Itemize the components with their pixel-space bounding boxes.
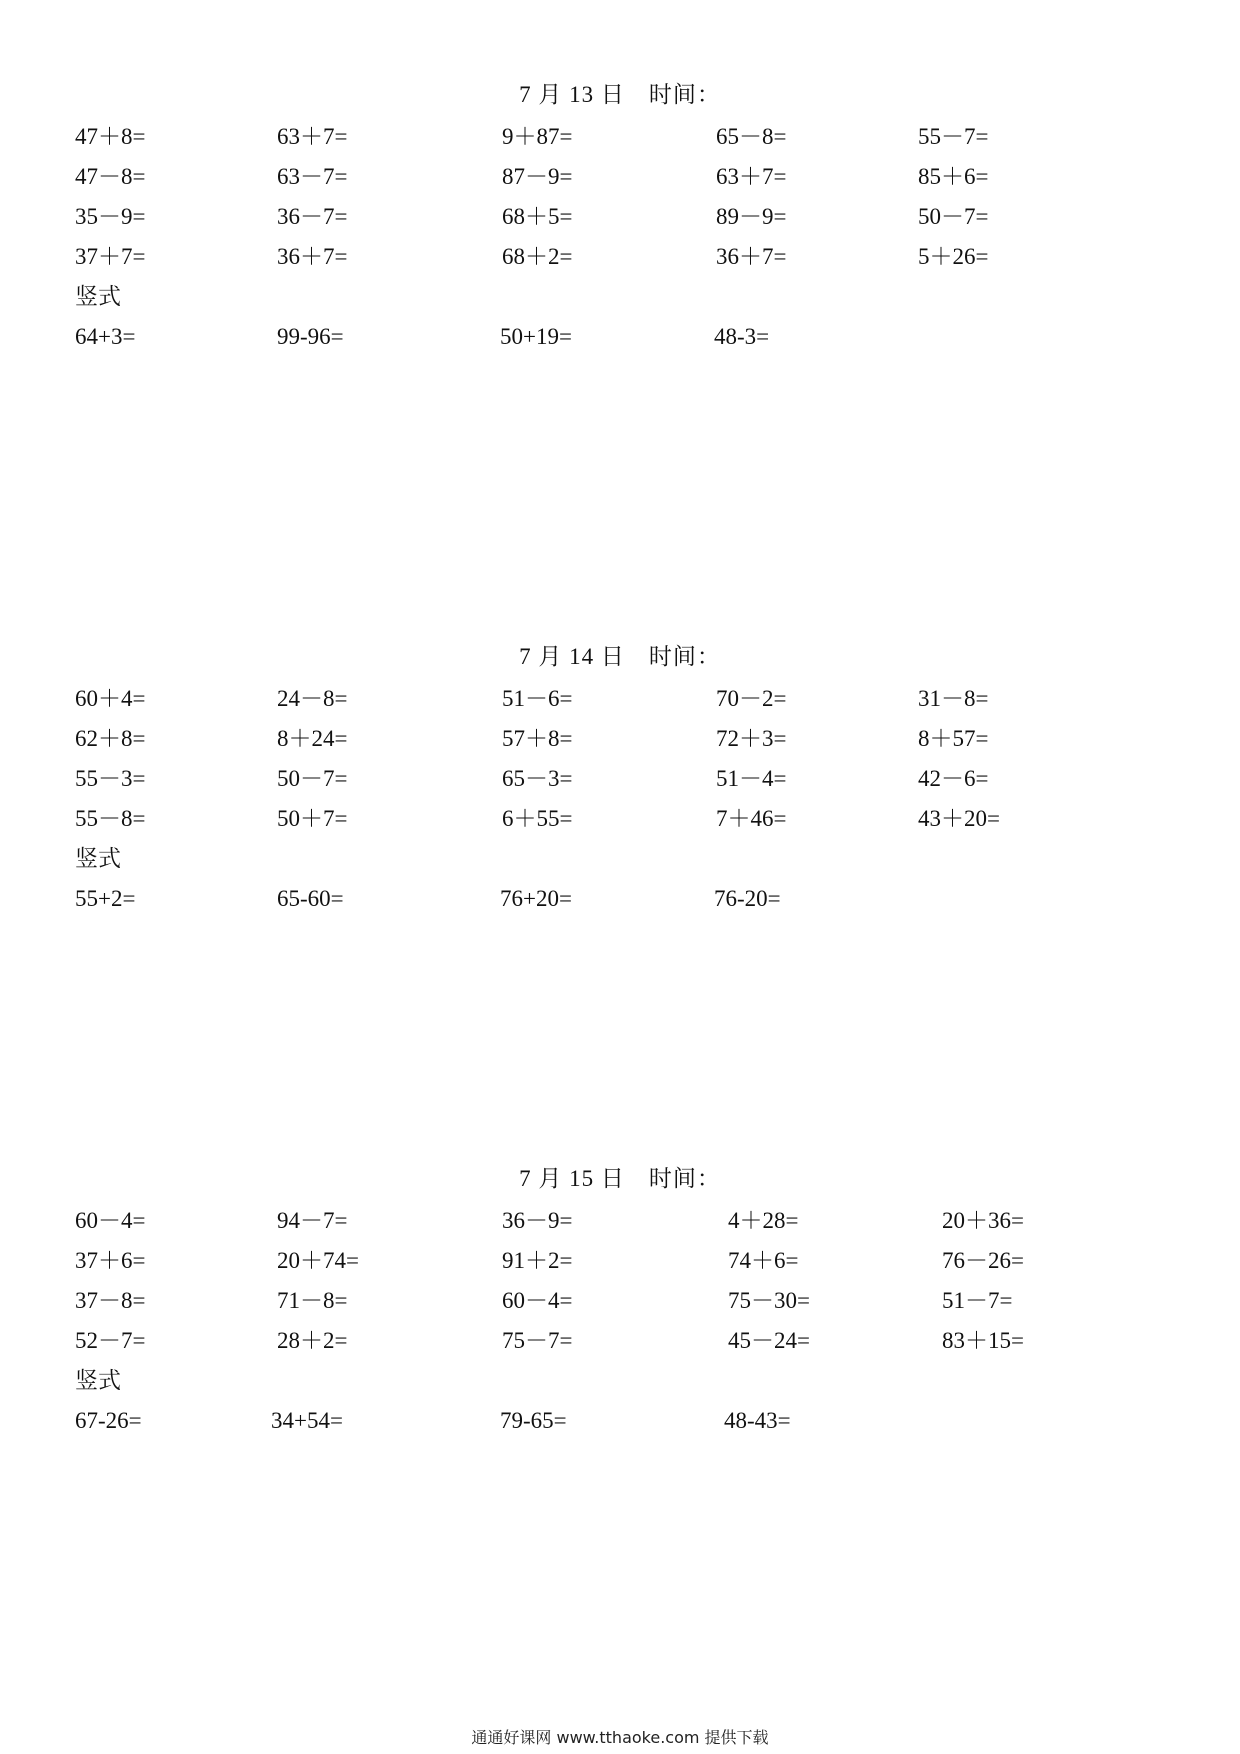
problem: 37＋7= <box>75 244 146 269</box>
problem: 9＋87= <box>502 124 573 149</box>
problem: 37＋6= <box>75 1248 146 1273</box>
problem: 60－4= <box>75 1208 146 1233</box>
problem: 87－9= <box>502 164 573 189</box>
vertical-problem: 34+54= <box>271 1408 343 1433</box>
problem: 47－8= <box>75 164 146 189</box>
problem: 47＋8= <box>75 124 146 149</box>
problem: 55－8= <box>75 806 146 831</box>
section-1-vertical-row <box>0 322 1240 352</box>
problem: 70－2= <box>716 686 787 711</box>
section-3-row-4 <box>0 1326 1240 1356</box>
problem: 51－7= <box>942 1288 1013 1313</box>
section-2-row-4 <box>0 804 1240 834</box>
vertical-problem: 64+3= <box>75 324 136 349</box>
section-1-date: 7 月 13 日 <box>519 82 625 107</box>
problem: 37－8= <box>75 1288 146 1313</box>
problem: 63＋7= <box>277 124 348 149</box>
problem: 57＋8= <box>502 726 573 751</box>
section-2-row-2 <box>0 724 1240 754</box>
vertical-problem: 99-96= <box>277 324 344 349</box>
problem: 36－9= <box>502 1208 573 1233</box>
section-3-time-label: 时间： <box>648 1166 721 1191</box>
section-1-row-3 <box>0 202 1240 232</box>
problem: 68＋5= <box>502 204 573 229</box>
section-2-header <box>0 642 1240 672</box>
section-3-row-2 <box>0 1246 1240 1276</box>
problem: 43＋20= <box>918 806 1000 831</box>
problem: 4＋28= <box>728 1208 799 1233</box>
problem: 72＋3= <box>716 726 787 751</box>
section-2-vertical-label: 竖式 <box>75 846 121 871</box>
section-1-row-4 <box>0 242 1240 272</box>
problem: 50＋7= <box>277 806 348 831</box>
problem: 76－26= <box>942 1248 1024 1273</box>
section-2-vertical-row <box>0 884 1240 914</box>
problem: 65－3= <box>502 766 573 791</box>
problem: 65－8= <box>716 124 787 149</box>
problem: 52－7= <box>75 1328 146 1353</box>
section-2-row-1 <box>0 684 1240 714</box>
vertical-problem: 65-60= <box>277 886 344 911</box>
problem: 63－7= <box>277 164 348 189</box>
problem: 60－4= <box>502 1288 573 1313</box>
vertical-problem: 79-65= <box>500 1408 567 1433</box>
problem: 94－7= <box>277 1208 348 1233</box>
vertical-problem: 48-3= <box>714 324 770 349</box>
problem: 85＋6= <box>918 164 989 189</box>
vertical-problem: 55+2= <box>75 886 136 911</box>
problem: 60＋4= <box>75 686 146 711</box>
section-1-row-2 <box>0 162 1240 192</box>
problem: 55－3= <box>75 766 146 791</box>
problem: 50－7= <box>918 204 989 229</box>
problem: 24－8= <box>277 686 348 711</box>
section-3-row-3 <box>0 1286 1240 1316</box>
vertical-problem: 67-26= <box>75 1408 142 1433</box>
problem: 35－9= <box>75 204 146 229</box>
vertical-problem: 76-20= <box>714 886 781 911</box>
problem: 63＋7= <box>716 164 787 189</box>
section-1-header <box>0 80 1240 110</box>
problem: 74＋6= <box>728 1248 799 1273</box>
vertical-problem: 76+20= <box>500 886 572 911</box>
vertical-problem: 50+19= <box>500 324 572 349</box>
problem: 68＋2= <box>502 244 573 269</box>
page-footer: 通通好课网 www.tthaoke.com 提供下载 <box>471 1728 769 1747</box>
problem: 6＋55= <box>502 806 573 831</box>
section-2-row-3 <box>0 764 1240 794</box>
section-1-vertical-label: 竖式 <box>75 284 121 309</box>
section-2-time-label: 时间： <box>648 644 721 669</box>
problem: 20＋74= <box>277 1248 359 1273</box>
problem: 50－7= <box>277 766 348 791</box>
problem: 28＋2= <box>277 1328 348 1353</box>
section-3-vertical-label: 竖式 <box>75 1368 121 1393</box>
section-1-row-1 <box>0 122 1240 152</box>
problem: 89－9= <box>716 204 787 229</box>
problem: 51－4= <box>716 766 787 791</box>
problem: 36＋7= <box>716 244 787 269</box>
problem: 5＋26= <box>918 244 989 269</box>
vertical-problem: 48-43= <box>724 1408 791 1433</box>
section-3-row-1 <box>0 1206 1240 1236</box>
problem: 75－30= <box>728 1288 810 1313</box>
section-3-header <box>0 1164 1240 1194</box>
section-3-vertical-row <box>0 1406 1240 1436</box>
problem: 42－6= <box>918 766 989 791</box>
problem: 62＋8= <box>75 726 146 751</box>
problem: 8＋57= <box>918 726 989 751</box>
problem: 51－6= <box>502 686 573 711</box>
problem: 36－7= <box>277 204 348 229</box>
problem: 45－24= <box>728 1328 810 1353</box>
problem: 36＋7= <box>277 244 348 269</box>
problem: 75－7= <box>502 1328 573 1353</box>
section-3-date: 7 月 15 日 <box>519 1166 625 1191</box>
problem: 8＋24= <box>277 726 348 751</box>
problem: 7＋46= <box>716 806 787 831</box>
section-2-date: 7 月 14 日 <box>519 644 625 669</box>
section-1-time-label: 时间： <box>648 82 721 107</box>
problem: 20＋36= <box>942 1208 1024 1233</box>
problem: 71－8= <box>277 1288 348 1313</box>
problem: 83＋15= <box>942 1328 1024 1353</box>
problem: 31－8= <box>918 686 989 711</box>
problem: 55－7= <box>918 124 989 149</box>
problem: 91＋2= <box>502 1248 573 1273</box>
